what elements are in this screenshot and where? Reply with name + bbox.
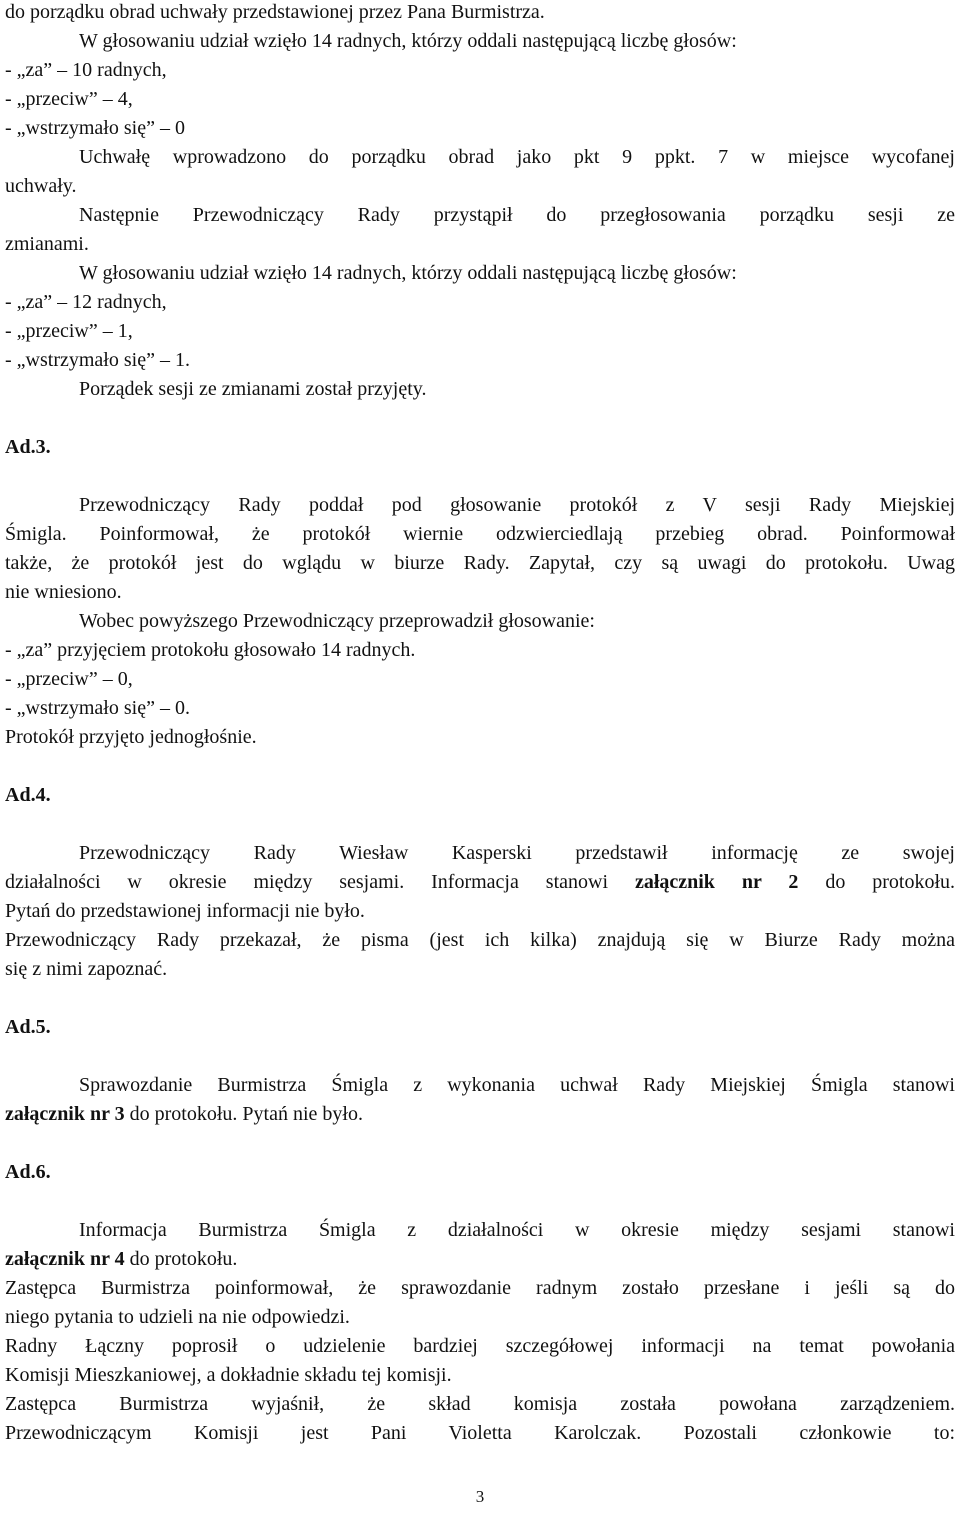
text-line: Przewodniczący Rady przekazał, że pisma (jest ich kilka) znajdują się w Biurze Rady można — [5, 929, 955, 951]
text-line: Sprawozdanie Burmistrza Śmigla z wykonania uchwał Rady Miejskiej Śmigla stanowi — [79, 1074, 955, 1096]
text-line: Następnie Przewodniczący Rady przystąpił do przegłosowania porządku sesji ze — [79, 204, 955, 226]
text-line: Przewodniczący Rady poddał pod głosowanie protokół z V sesji Rady Miejskiej — [79, 494, 955, 516]
text-line: zmianami. — [5, 233, 89, 255]
text-line: uchwały. — [5, 175, 77, 197]
text-line: Wobec powyższego Przewodniczący przeprowadził głosowanie: — [79, 610, 595, 632]
vote-for: - „za” przyjęciem protokołu głosowało 14 radnych. — [5, 639, 416, 661]
text-line: Przewodniczący Rady Wiesław Kasperski przedstawił informację ze swojej — [79, 842, 955, 864]
text-line: Porządek sesji ze zmianami został przyjęty. — [79, 378, 427, 400]
text-line: Informacja Burmistrza Śmigla z działalności w okresie między sesjami stanowi — [79, 1219, 955, 1241]
text-line: nie wniesiono. — [5, 581, 122, 603]
text-line: Uchwałę wprowadzono do porządku obrad jako pkt 9 ppkt. 7 w miejsce wycofanej — [79, 146, 955, 168]
attachment-ref: załącznik nr 4 — [5, 1248, 125, 1270]
text-line: Pytań do przedstawionej informacji nie było. — [5, 900, 365, 922]
attachment-ref: załącznik nr 2 — [634, 871, 799, 893]
text-line: także, że protokół jest do wglądu w biurze Rady. Zapytał, czy są uwagi do protokołu. Uwag — [5, 552, 955, 574]
text-span: do protokołu. — [129, 1248, 238, 1270]
text-span: działalności w okresie między sesjami. Informacja stanowi — [5, 871, 609, 893]
vote-for: - „za” – 12 radnych, — [5, 291, 167, 313]
text-line: do porządku obrad uchwały przedstawionej przez Pana Burmistrza. — [5, 1, 545, 23]
vote-abstain: - „wstrzymało się” – 0. — [5, 697, 190, 719]
section-heading: Ad.6. — [5, 1161, 51, 1183]
section-heading: Ad.3. — [5, 436, 51, 458]
text-span: do protokołu. — [825, 871, 956, 893]
attachment-ref: załącznik nr 3 — [5, 1103, 125, 1125]
text-line: Radny Łączny poprosił o udzielenie bardziej szczegółowej informacji na temat powołania — [5, 1335, 955, 1357]
text-line: niego pytania to udzieli na nie odpowiedzi. — [5, 1306, 350, 1328]
vote-against: - „przeciw” – 0, — [5, 668, 133, 690]
vote-against: - „przeciw” – 1, — [5, 320, 133, 342]
section-heading: Ad.5. — [5, 1016, 51, 1038]
text-line — [5, 870, 955, 894]
text-line — [5, 1102, 955, 1126]
text-line: Zastępca Burmistrza wyjaśnił, że skład komisja została powołana zarządzeniem. — [5, 1393, 955, 1415]
vote-abstain: - „wstrzymało się” – 1. — [5, 349, 190, 371]
page-number: 3 — [475, 1487, 485, 1506]
text-line: Protokół przyjęto jednogłośnie. — [5, 726, 257, 748]
text-line: Śmigla. Poinformował, że protokół wiernie odzwierciedlają przebieg obrad. Poinformował — [5, 523, 955, 545]
text-line: W głosowaniu udział wzięło 14 radnych, którzy oddali następującą liczbę głosów: — [79, 30, 737, 52]
text-line — [5, 1247, 955, 1271]
text-line: Komisji Mieszkaniowej, a dokładnie składu tej komisji. — [5, 1364, 452, 1386]
text-line: Przewodniczącym Komisji jest Pani Violetta Karolczak. Pozostali członkowie to: — [5, 1422, 955, 1444]
vote-for: - „za” – 10 radnych, — [5, 59, 167, 81]
text-span: do protokołu. Pytań nie było. — [129, 1103, 363, 1125]
vote-abstain: - „wstrzymało się” – 0 — [5, 117, 185, 139]
vote-against: - „przeciw” – 4, — [5, 88, 133, 110]
text-line: się z nimi zapoznać. — [5, 958, 168, 980]
text-line: Zastępca Burmistrza poinformował, że sprawozdanie radnym zostało przesłane i jeśli są do — [5, 1277, 955, 1299]
text-line: W głosowaniu udział wzięło 14 radnych, którzy oddali następującą liczbę głosów: — [79, 262, 737, 284]
section-heading: Ad.4. — [5, 784, 51, 806]
